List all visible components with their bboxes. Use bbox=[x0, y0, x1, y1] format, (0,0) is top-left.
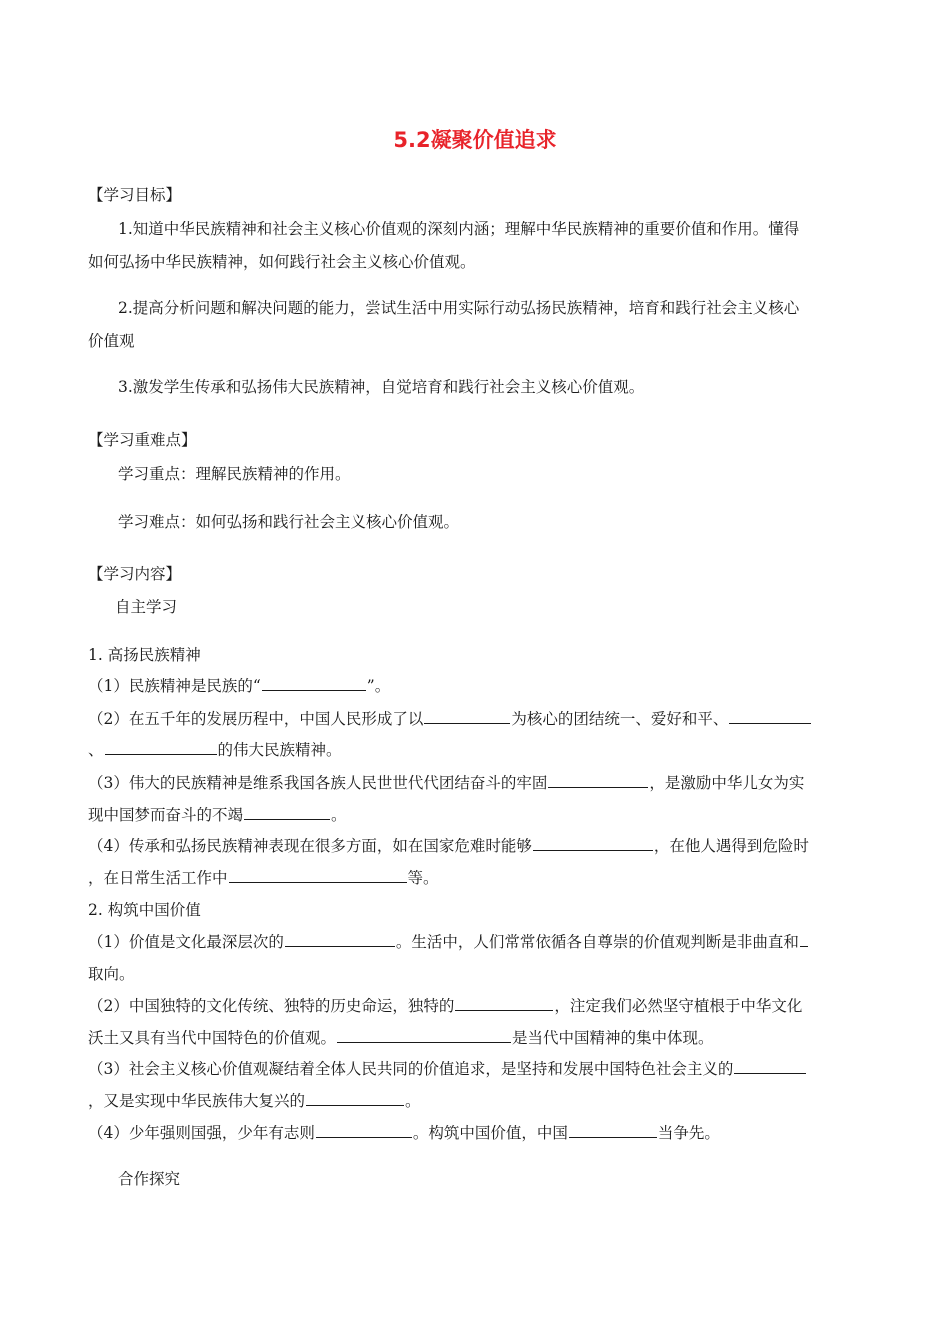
s1-question-2-line-1: （2）在五千年的发展历程中，中国人民形成了以 为核心的团结统一、爱好和平、 bbox=[88, 707, 812, 729]
s1-question-1: （1）民族精神是民族的“ ”。 bbox=[88, 674, 390, 696]
key-points-heading: 【学习重难点】 bbox=[88, 431, 197, 449]
difficulty-point: 学习难点：如何弘扬和践行社会主义核心价值观。 bbox=[118, 513, 460, 531]
blank-field[interactable] bbox=[285, 930, 395, 947]
blank-field[interactable] bbox=[729, 707, 811, 724]
s2-question-4: （4）少年强则国强，少年有志则 。构筑中国价值，中国 当争先。 bbox=[88, 1121, 720, 1143]
cooperation-label: 合作探究 bbox=[118, 1170, 181, 1188]
s2-question-3-line-2: ，又是实现中华民族伟大复兴的 。 bbox=[88, 1089, 421, 1111]
blank-field[interactable] bbox=[734, 1057, 806, 1074]
s1-question-3-line-2: 现中国梦而奋斗的不竭 。 bbox=[88, 803, 347, 825]
s1-question-2-line-2: 、 的伟大民族精神。 bbox=[88, 738, 342, 760]
goal-1-line-1: 1.知道中华民族精神和社会主义核心价值观的深刻内涵；理解中华民族精神的重要价值和作用。懂得 bbox=[118, 220, 800, 238]
focus-point: 学习重点：理解民族精神的作用。 bbox=[118, 465, 351, 483]
blank-field[interactable] bbox=[229, 866, 407, 883]
blank-field[interactable] bbox=[306, 1089, 404, 1106]
goal-2-line-1: 2.提高分析问题和解决问题的能力，尝试生活中用实际行动弘扬民族精神，培育和践行社会主义核心 bbox=[118, 299, 800, 317]
self-study-label: 自主学习 bbox=[115, 598, 178, 616]
goals-heading: 【学习目标】 bbox=[88, 186, 182, 204]
blank-field[interactable] bbox=[533, 834, 653, 851]
blank-field[interactable] bbox=[244, 803, 330, 820]
blank-field[interactable] bbox=[548, 771, 648, 788]
s1-question-4-line-2: ，在日常生活工作中 等。 bbox=[88, 866, 439, 888]
blank-field[interactable] bbox=[800, 930, 808, 947]
blank-field[interactable] bbox=[337, 1026, 511, 1043]
goal-2-line-2: 价值观 bbox=[88, 332, 135, 350]
s2-question-1-line-2: 取向。 bbox=[88, 965, 135, 983]
content-heading: 【学习内容】 bbox=[88, 565, 182, 583]
blank-field[interactable] bbox=[569, 1121, 657, 1138]
section-1-title: 1. 高扬民族精神 bbox=[88, 646, 201, 664]
s2-question-1-line-1: （1）价值是文化最深层次的 。生活中，人们常常依循各自尊崇的价值观判断是非曲直和 bbox=[88, 930, 809, 952]
goal-1-line-2: 如何弘扬中华民族精神，如何践行社会主义核心价值观。 bbox=[88, 253, 476, 271]
s2-question-2-line-2: 沃土又具有当代中国特色的价值观。 是当代中国精神的集中体现。 bbox=[88, 1026, 714, 1048]
blank-field[interactable] bbox=[424, 707, 510, 724]
s1-question-3-line-1: （3）伟大的民族精神是维系我国各族人民世世代代团结奋斗的牢固 ，是激励中华儿女为实 bbox=[88, 771, 804, 793]
page-title: 5.2凝聚价值追求 bbox=[393, 128, 557, 152]
s1-question-4-line-1: （4）传承和弘扬民族精神表现在很多方面，如在国家危难时能够 ，在他人遇得到危险时 bbox=[88, 834, 809, 856]
goal-3: 3.激发学生传承和弘扬伟大民族精神，自觉培育和践行社会主义核心价值观。 bbox=[118, 378, 645, 396]
blank-field[interactable] bbox=[455, 994, 553, 1011]
blank-field[interactable] bbox=[316, 1121, 412, 1138]
s2-question-3-line-1: （3）社会主义核心价值观凝结着全体人民共同的价值追求，是坚持和发展中国特色社会主义的 bbox=[88, 1057, 807, 1079]
blank-field[interactable] bbox=[262, 674, 366, 691]
section-2-title: 2. 构筑中国价值 bbox=[88, 901, 201, 919]
blank-field[interactable] bbox=[105, 738, 217, 755]
s2-question-2-line-1: （2）中国独特的文化传统、独特的历史命运，独特的 ，注定我们必然坚守植根于中华文化 bbox=[88, 994, 802, 1016]
